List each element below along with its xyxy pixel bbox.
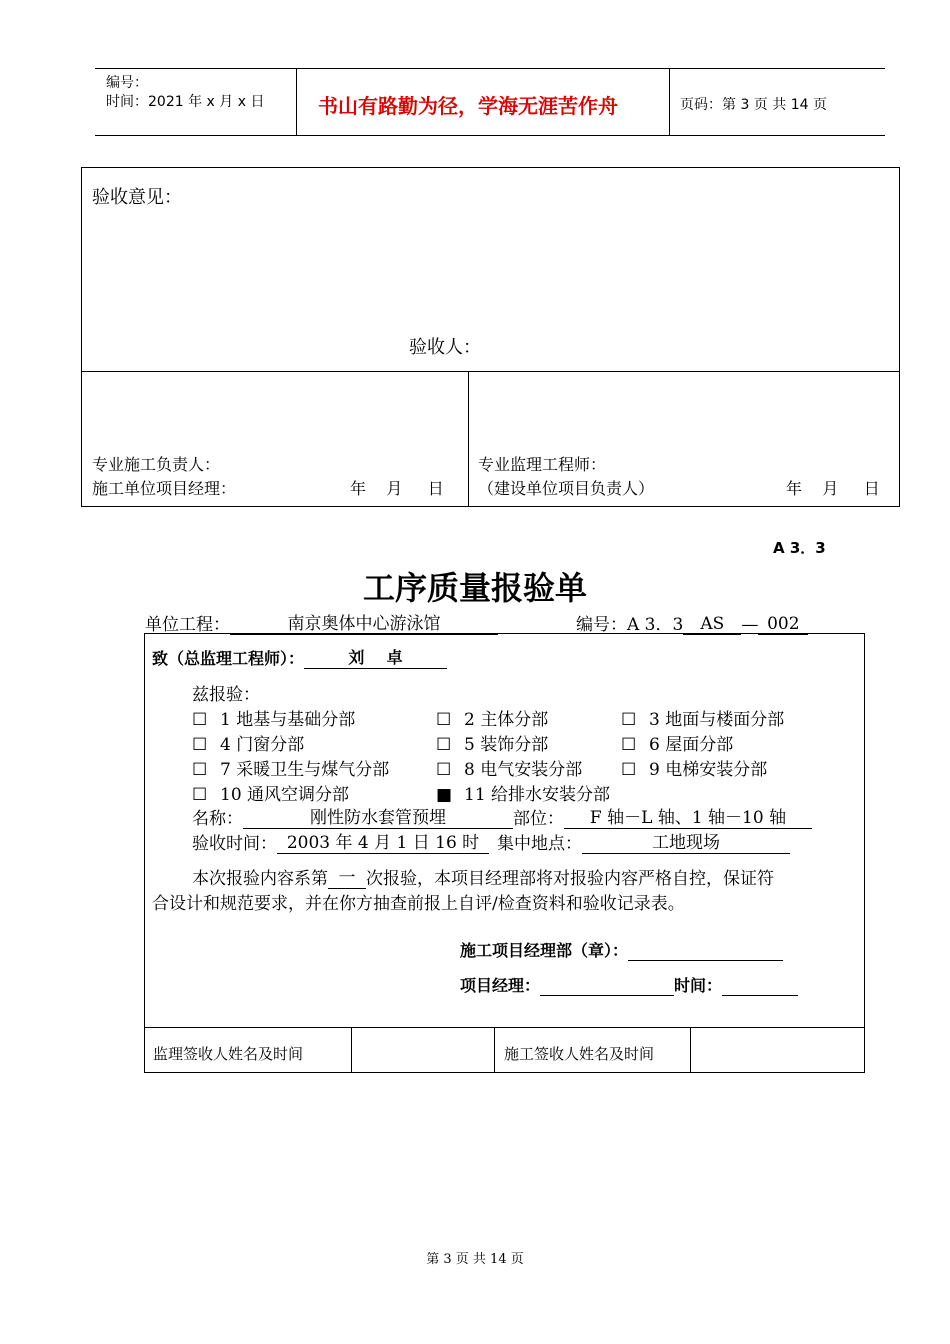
option-7[interactable]: ☐ 7 采暖卫生与煤气分部 (192, 760, 390, 780)
unit-value: 南京奥体中心游泳馆 (230, 614, 498, 635)
to-value: 刘 卓 (304, 648, 447, 669)
acceptance-table-row-divider (81, 371, 900, 372)
header-bottom-rule (95, 135, 885, 136)
option-2[interactable]: ☐ 2 主体分部 (436, 710, 549, 730)
unit-project-row (145, 610, 498, 635)
name-label: 名称： (192, 809, 243, 829)
form-number-part1: AS (683, 614, 741, 635)
form-number-dash: — (741, 615, 759, 635)
checkbox-icon[interactable]: ☐ (192, 760, 208, 780)
checkbox-icon[interactable]: ☐ (436, 760, 452, 780)
option-11[interactable]: ■ 11 给排水安装分部 (436, 785, 611, 805)
report-intro: 兹报验： (192, 685, 260, 705)
form-number-row (576, 610, 808, 635)
name-row (192, 804, 812, 829)
option-6[interactable]: ☐ 6 屋面分部 (621, 735, 734, 755)
option-1[interactable]: ☐ 1 地基与基础分部 (192, 710, 356, 730)
contractor-sign-field[interactable] (691, 1028, 864, 1073)
time-label: 验收时间： (192, 834, 277, 854)
report-paragraph-line2: 合设计和规范要求，并在你方抽查前报上自评/检查资料和验收记录表。 (152, 894, 685, 914)
option-5[interactable]: ☐ 5 装饰分部 (436, 735, 549, 755)
form-number-label: 编号：A 3．3 (576, 615, 684, 635)
dept-label: 施工项目经理部（章）： (460, 941, 629, 960)
unit-label: 单位工程： (145, 615, 230, 635)
construction-manager-label: 施工单位项目经理： (92, 479, 237, 498)
header-number-label: 编号： (106, 75, 148, 91)
opinion-label: 验收意见： (92, 187, 182, 208)
acceptor-label: 验收人： (409, 337, 481, 358)
sign-col-2 (494, 1027, 495, 1073)
manager-label: 项目经理： (460, 976, 541, 995)
part-value: F 轴－L 轴、1 轴－10 轴 (564, 808, 812, 829)
place-label: 集中地点： (497, 834, 582, 854)
header-motto: 书山有路勤为径，学海无涯苦作舟 (318, 94, 618, 118)
dept-row (460, 938, 783, 961)
manager-time-field[interactable] (722, 975, 798, 996)
option-4[interactable]: ☐ 4 门窗分部 (192, 735, 305, 755)
checkbox-icon[interactable]: ☐ (192, 735, 208, 755)
checkbox-icon[interactable]: ☐ (621, 710, 637, 730)
header-time-label: 时间：2021 年 x 月 x 日 (106, 94, 265, 110)
option-10[interactable]: ☐ 10 通风空调分部 (192, 785, 350, 805)
supervisor-label: 专业监理工程师： (478, 455, 607, 474)
manager-time-label: 时间： (674, 976, 723, 995)
checkbox-icon[interactable]: ☐ (436, 710, 452, 730)
construction-date: 年 月 日 (350, 479, 444, 498)
header-top-rule (95, 68, 885, 69)
manager-field[interactable] (540, 975, 674, 996)
time-row (192, 829, 790, 854)
checkbox-icon[interactable]: ☐ (621, 735, 637, 755)
form-title: 工序质量报验单 (362, 569, 587, 607)
manager-row (460, 973, 798, 996)
form-number-part2: 002 (758, 614, 808, 635)
owner-manager-label: （建设单位项目负责人） (478, 479, 655, 498)
form-code: A 3．3 (773, 539, 826, 557)
supervisor-date: 年 月 日 (786, 479, 880, 498)
report-count: 一 (328, 868, 366, 889)
option-3[interactable]: ☐ 3 地面与楼面分部 (621, 710, 785, 730)
header-page-label: 页码：第 3 页 共 14 页 (680, 97, 827, 113)
construction-lead-label: 专业施工负责人： (92, 455, 221, 474)
report-paragraph-line1: 本次报验内容系第 一 次报验，本项目经理部将对报验内容严格自控，保证符 (192, 868, 774, 889)
supervisor-sign-field[interactable] (352, 1028, 494, 1073)
checkbox-icon[interactable]: ☐ (621, 760, 637, 780)
to-row (152, 646, 447, 669)
supervisor-sign-label: 监理签收人姓名及时间 (153, 1045, 304, 1063)
place-value: 工地现场 (582, 833, 790, 854)
contractor-sign-label: 施工签收人姓名及时间 (504, 1045, 655, 1063)
checkbox-checked-icon[interactable]: ■ (436, 785, 453, 805)
checkbox-icon[interactable]: ☐ (192, 710, 208, 730)
part-label: 部位： (513, 809, 564, 829)
checkbox-icon[interactable]: ☐ (436, 735, 452, 755)
name-value: 刚性防水套管预埋 (243, 808, 513, 829)
option-8[interactable]: ☐ 8 电气安装分部 (436, 760, 583, 780)
time-value: 2003 年 4 月 1 日 16 时 (277, 833, 489, 854)
checkbox-icon[interactable]: ☐ (192, 785, 208, 805)
header-divider-2 (669, 68, 670, 136)
option-9[interactable]: ☐ 9 电梯安装分部 (621, 760, 768, 780)
to-label: 致（总监理工程师）： (152, 649, 305, 668)
footer-page-number: 第 3 页 共 14 页 (426, 1252, 524, 1267)
acceptance-table-col-divider (468, 371, 469, 507)
dept-seal-field[interactable] (628, 940, 783, 961)
header-divider-1 (296, 68, 297, 136)
